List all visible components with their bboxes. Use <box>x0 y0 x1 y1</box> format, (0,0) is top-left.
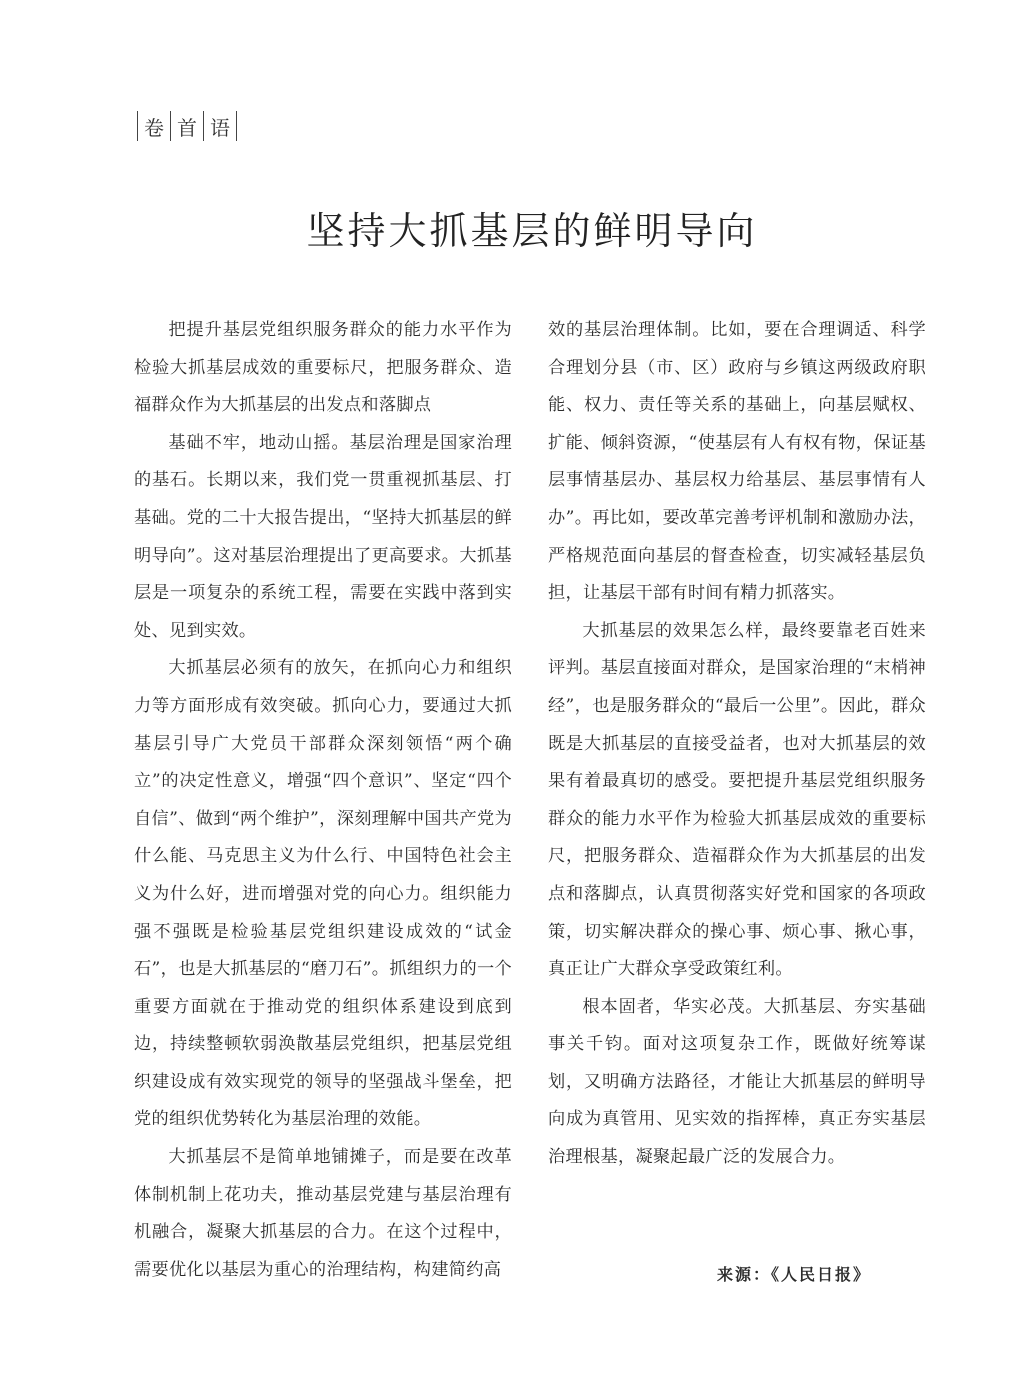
paragraph: 大抓基层的效果怎么样，最终要靠老百姓来评判。基层直接面对群众，是国家治理的“末梢神经”，也是服务群众的“最后一公里”。因此，群众既是大抓基层的直接受益者，也对大抓基层的效果有着最真切的感受。要把提升基层党组织服务群众的能力水平作为检验大抓基层成效的重要标尺，把服务群众、造福群众作为大抓基层的出发点和落脚点，认真贯彻落实好党和国家的各项政策，切实解决群众的操心事、烦心事、揪心事，真正让广大群众享受政策红利。 <box>548 620 926 980</box>
paragraph: 根本固者，华实必茂。大抓基层、夯实基础事关千钧。面对这项复杂工作，既做好统筹谋划，又明确方法路径，才能让大抓基层的鲜明导向成为真管用、见实效的指挥棒，真正夯实基层治理根基，凝聚起最广泛的发展合力。 <box>548 996 926 1168</box>
source-credit: 来源：《人民日报》 <box>717 1265 872 1284</box>
article-title: 坚持大抓基层的鲜明导向 <box>306 209 758 253</box>
divider <box>170 111 171 141</box>
right-column <box>548 312 926 1289</box>
section-label <box>131 109 243 143</box>
article-body <box>134 312 926 1289</box>
paragraph: 把提升基层党组织服务群众的能力水平作为检验大抓基层成效的重要标尺，把服务群众、造福群众作为大抓基层的出发点和落脚点 <box>134 320 512 416</box>
section-label-char: 语 <box>210 115 230 140</box>
divider <box>137 111 138 141</box>
section-label-char: 卷 <box>144 115 164 140</box>
paragraph: 效的基层治理体制。比如，要在合理调适、科学合理划分县（市、区）政府与乡镇这两级政府职能、权力、责任等关系的基础上，向基层赋权、扩能、倾斜资源，“使基层有人有权有物，保证基层事情基层办、基层权力给基层、基层事情有人办”。再比如，要改革完善考评机制和激励办法，严格规范面向基层的督查检查，切实减轻基层负担，让基层干部有时间有精力抓落实。 <box>548 320 926 604</box>
left-column <box>134 312 512 1289</box>
paragraph: 基础不牢，地动山摇。基层治理是国家治理的基石。长期以来，我们党一贯重视抓基层、打基础。党的二十大报告提出，“坚持大抓基层的鲜明导向”。这对基层治理提出了更高要求。大抓基层是一项复杂的系统工程，需要在实践中落到实处、见到实效。 <box>134 432 512 641</box>
paragraph: 大抓基层不是简单地铺摊子，而是要在改革体制机制上花功夫，推动基层党建与基层治理有机融合，凝聚大抓基层的合力。在这个过程中，需要优化以基层为重心的治理结构，构建简约高 <box>134 1147 512 1280</box>
divider <box>236 111 237 141</box>
divider <box>203 111 204 141</box>
section-label-char: 首 <box>177 115 197 140</box>
paragraph: 大抓基层必须有的放矢，在抓向心力和组织力等方面形成有效突破。抓向心力，要通过大抓基层引导广大党员干部群众深刻领悟“两个确立”的决定性意义，增强“四个意识”、坚定“四个自信”、做到“两个维护”，深刻理解中国共产党为什么能、马克思主义为什么行、中国特色社会主义为什么好，进而增强对党的向心力。组织能力强不强既是检验基层党组织建设成效的“试金石”，也是大抓基层的“磨刀石”。抓组织力的一个重要方面就在于推动党的组织体系建设到底到边，持续整顿软弱涣散基层党组织，把基层党组织建设成有效实现党的领导的坚强战斗堡垒，把党的组织优势转化为基层治理的效能。 <box>134 658 512 1130</box>
